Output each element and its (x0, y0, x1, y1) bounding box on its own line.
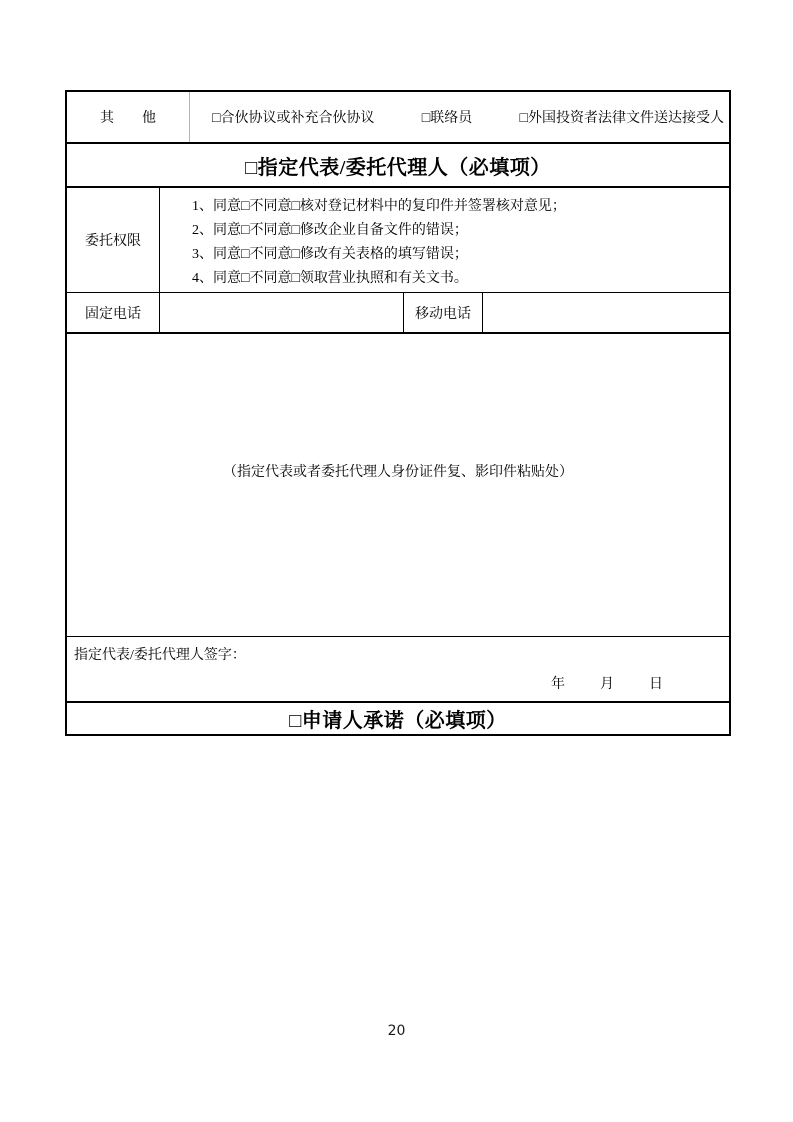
authorization-item-4: 4、同意□不同意□领取营业执照和有关文书。 (192, 271, 468, 286)
mobile-phone-label-cell (404, 293, 483, 332)
registration-form-table (65, 90, 731, 736)
id-paste-area (67, 334, 729, 637)
other-label: 其 他 (100, 111, 156, 126)
date-month-label: 月 (600, 677, 614, 692)
other-option-liaison-checkbox: □联络员 (421, 111, 473, 126)
other-options-cell (190, 92, 729, 142)
authorization-label: 委托权限 (85, 234, 141, 249)
applicant-section-title: □申请人承诺（必填项） (289, 710, 507, 732)
fixed-phone-label-cell (67, 293, 160, 332)
authorization-item-1: 1、同意□不同意□核对登记材料中的复印件并签署核对意见； (192, 199, 566, 214)
page-number: 20 (387, 1023, 406, 1039)
signature-row (67, 637, 729, 703)
other-label-cell (67, 92, 190, 142)
fixed-phone-label: 固定电话 (85, 306, 141, 322)
fixed-phone-value-cell (160, 293, 404, 332)
date-year-label: 年 (551, 677, 565, 692)
authorization-label-cell (67, 188, 160, 292)
authorization-row (67, 188, 729, 293)
date-day-label: 日 (649, 677, 663, 692)
agent-section-header (67, 144, 729, 188)
signature-label: 指定代表/委托代理人签字： (74, 648, 246, 663)
signature-date (551, 673, 663, 693)
applicant-section-header (67, 703, 729, 734)
authorization-item-3: 3、同意□不同意□修改有关表格的填写错误； (192, 247, 468, 262)
mobile-phone-value-cell (483, 293, 729, 332)
other-option-partnership-checkbox: □合伙协议或补充合伙协议 (212, 111, 375, 126)
mobile-phone-label: 移动电话 (415, 306, 471, 322)
authorization-items-cell (160, 188, 729, 292)
agent-section-title: □指定代表/委托代理人（必填项） (245, 156, 551, 179)
authorization-item-2: 2、同意□不同意□修改企业自备文件的错误； (192, 223, 468, 238)
other-option-foreign-investor-checkbox: □外国投资者法律文件送达接受人 (519, 111, 724, 126)
id-paste-note: （指定代表或者委托代理人身份证件复、影印件粘贴处） (223, 465, 573, 480)
phone-row (67, 293, 729, 334)
other-row (67, 92, 729, 144)
